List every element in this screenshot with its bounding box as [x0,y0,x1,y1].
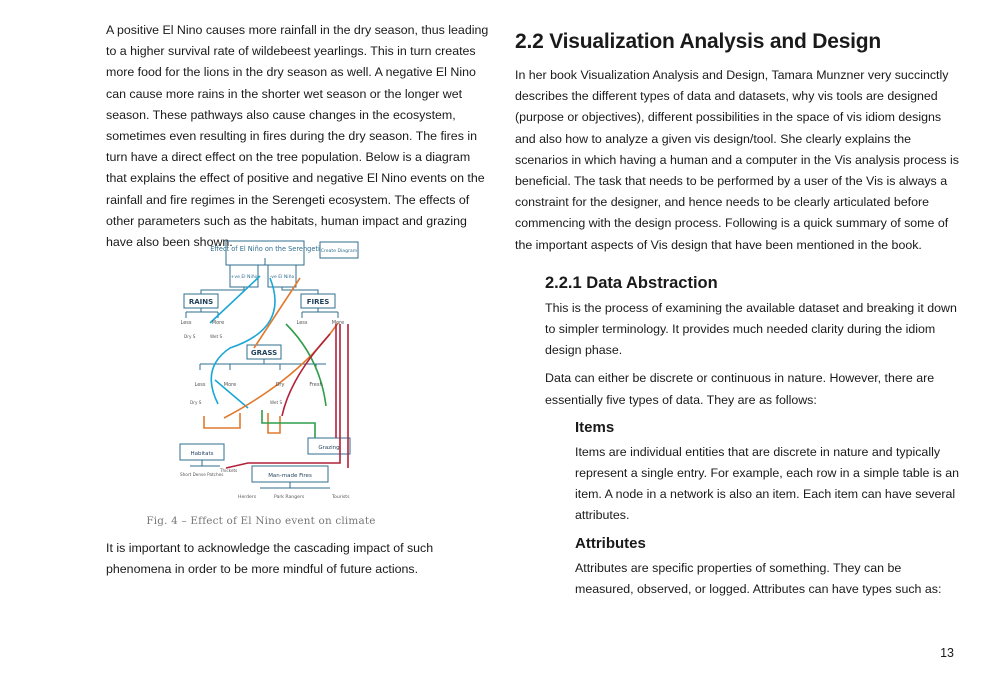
rains-more: More [211,320,225,326]
data-types-paragraph: Data can either be discrete or continuous in nature. However, there are essentially five types of data. They are as follows: [545,371,935,407]
left-bottom-text [106,538,490,580]
park-rangers-label: Park Rangers [274,495,305,500]
habitats-label: Habitats [190,451,214,457]
fires-label: FIRES [306,298,330,306]
grass-less: Less [194,382,206,388]
attributes-heading: Attributes [575,534,646,552]
data-abstraction-paragraph: This is the process of examining the available dataset and breaking it down to simpler terminology. It provides much needed clarity during the idiom design phase. [545,300,957,358]
items-paragraph: Items are individual entities that are discrete in nature and typically represent a single entry. For example, each row in a simple table is an item. A node in a network is also an item. Each item can have several attributes. [575,444,960,523]
el-nino-paragraph: A positive El Nino causes more rainfall in the dry season, thus leading to a higher survival rate of wildebeest yearlings. This in turn creates more food for the lions in the dry season as well. A negative El Nino can cause more rains in the shorter wet season or the longer wet season. These pathways also cause changes in the ecosystem, sometimes even resulting in fires during the dry season. The fires in turn have a direct effect on the tree population. Below is a diagram that explains the effect of positive and negative El Nino events on the rainfall and fire regimes in the Serengeti ecosystem. The effects of other parameters such as the habitats, human impact and grazing have also been shown. [106,23,489,250]
short-dense-label: Short Dense Patches [180,472,224,477]
cascading-paragraph: It is important to acknowledge the cascading impact of such phenomena in order to be more mindful of future actions. [106,541,434,577]
man-made-fires-label: Man-made Fires [268,473,312,479]
grass-wet-s: Wet S [270,400,283,405]
plus-el-nino-label: +ve El Niño [230,275,258,280]
munzner-paragraph: In her book Visualization Analysis and Design, Tamara Munzner very succinctly describes the different types of data and datasets, why vis tools are designed (purpose or objectives), different possibilities in the space of vis idiom designs and also how to analyze a given vis design/tool. She clearly explains the scenarios in which having a human and a computer in the Vis analysis process is beneficial. The task that needs to be performed by a user of the Vis is always a constraint for the designer, and hence needs to be clearly articulated before commencing with the design process. Following is a quick summary of some of the important aspects of Vis design that have been mentioned in the book. [515,68,960,252]
data-abstraction-block [545,298,960,411]
grass-fresh: Fresh [309,382,323,388]
left-column [106,20,490,253]
figure-caption: Fig. 4 – Effect of El Nino event on climate [146,515,376,527]
subsection-heading: 2.2.1 Data Abstraction [545,273,718,292]
fires-less: Less [296,320,308,326]
rains-less: Less [180,320,192,326]
thickets-label: Thickets [220,468,238,473]
grass-dry-s: Dry S [190,400,202,405]
right-column [515,28,960,600]
fires-more: More [331,320,345,326]
diagram-svg [170,238,362,510]
rains-label: RAINS [188,298,214,306]
section-heading: 2.2 Visualization Analysis and Design [515,30,882,53]
minus-el-nino-label: -ve El Niño [269,275,295,280]
grass-dry: Dry [275,382,285,388]
data-types-block [575,417,960,600]
el-nino-diagram [170,238,362,510]
herders-label: Herders [238,495,257,500]
tourists-label: Tourists [332,495,350,500]
rains-more-wet-s: Wet S [210,334,223,339]
diagram-title: Effect of El Niño on the Serengeti [210,245,320,253]
page-number: 13 [940,646,954,660]
grazing-label: Grazing [318,445,340,451]
items-heading: Items [575,418,615,436]
attributes-paragraph: Attributes are specific properties of something. They can be measured, observed, or logged. Attributes can have types such as: [575,560,942,596]
rains-less-dry-s: Dry S [184,334,196,339]
grass-more: More [223,382,237,388]
grass-label: GRASS [250,349,278,357]
create-diagram-label: Create Diagram [320,249,358,254]
